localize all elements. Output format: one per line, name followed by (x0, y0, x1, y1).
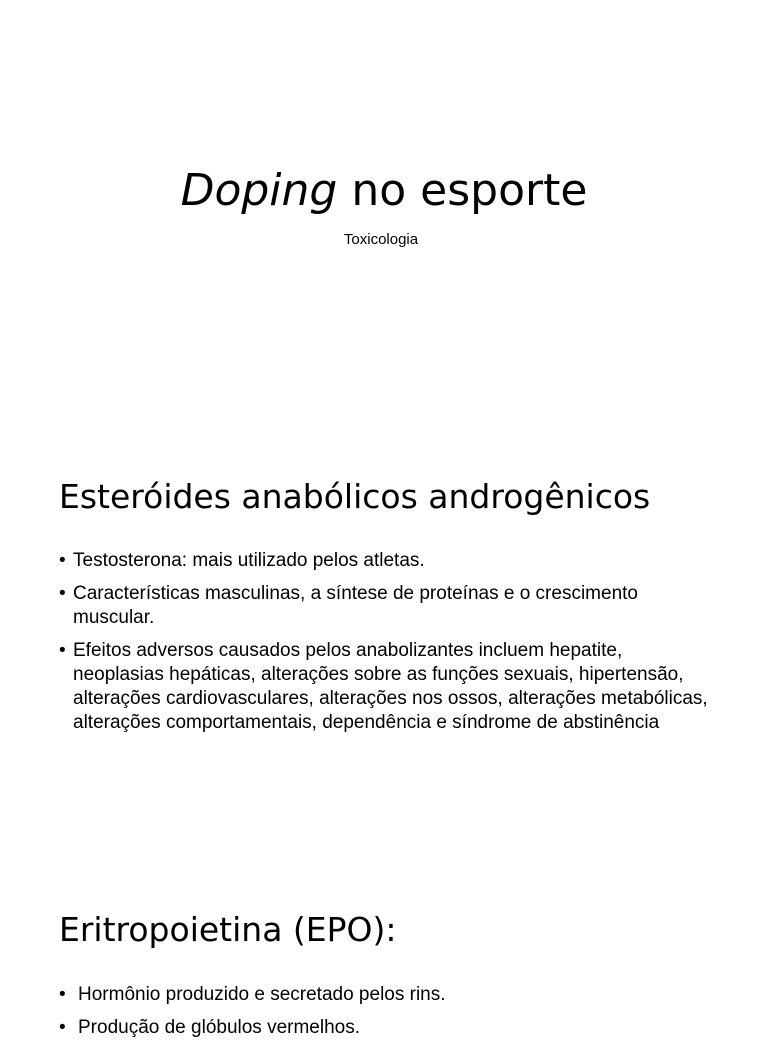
bullet-text: Efeitos adversos causados pelos anabolizantes incluem hepatite, neoplasias hepáticas, alterações sobre as funções sexuais, hipertensão, alterações cardiovasculares, alterações nos ossos, alterações metabólicas, alterações comportamentais, dependência e síndrome de abstinência (73, 640, 708, 733)
slide-anabolic-steroids (0, 432, 768, 864)
bullet-glyph: • (59, 984, 66, 1005)
bullet-text: Produção de glóbulos vermelhos. (78, 1017, 361, 1038)
bullet-glyph: • (59, 1017, 66, 1038)
bullet-item (59, 639, 709, 735)
bullet-text: Testosterona: mais utilizado pelos atletas. (73, 550, 425, 571)
title-italic-word: Doping (180, 165, 338, 216)
bullet-item (59, 582, 709, 630)
slide-heading: Esteróides anabólicos androgênicos (59, 477, 651, 516)
slide-heading: Eritropoietina (EPO): (59, 910, 397, 949)
slide-title (0, 0, 768, 432)
presentation-title (0, 163, 768, 219)
bullet-list (59, 549, 709, 744)
bullet-item (59, 549, 709, 573)
bullet-glyph: • (59, 640, 66, 661)
bullet-glyph: • (59, 583, 66, 604)
bullet-text: Características masculinas, a síntese de proteínas e o crescimento muscular. (73, 583, 638, 628)
bullet-glyph: • (59, 550, 66, 571)
title-rest: no esporte (337, 165, 588, 216)
bullet-item (59, 1016, 709, 1040)
bullet-item (59, 983, 709, 1007)
slide-epo (0, 864, 768, 1038)
presentation-subtitle: Toxicologia (343, 231, 419, 248)
bullet-text: Hormônio produzido e secretado pelos rins. (78, 984, 446, 1005)
bullet-list (59, 983, 709, 1049)
